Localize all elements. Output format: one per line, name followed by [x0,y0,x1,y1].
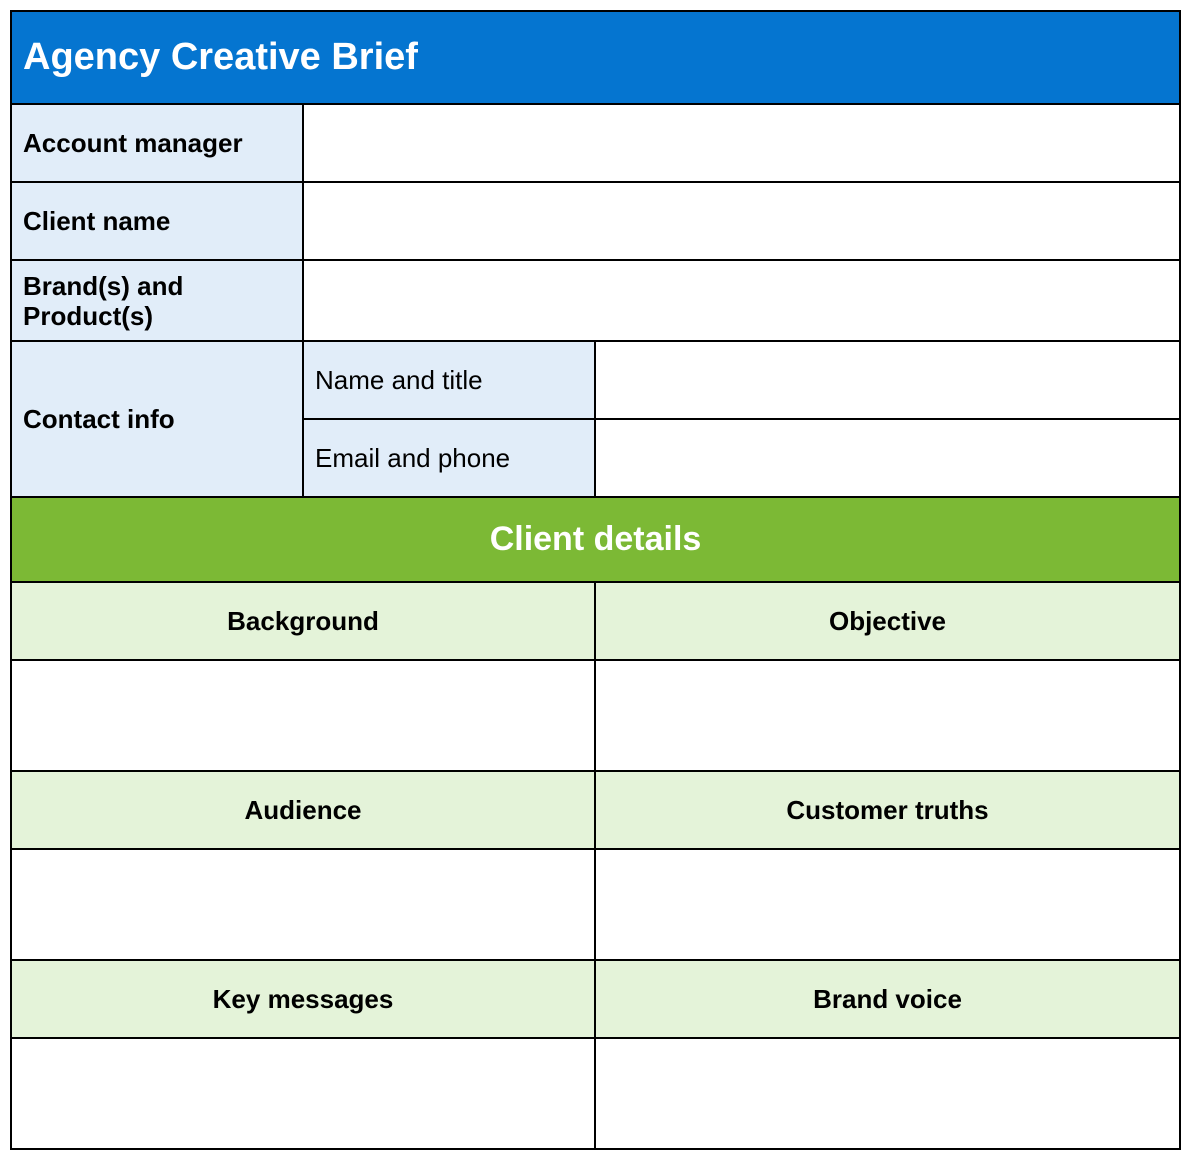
email-phone-value-cell[interactable] [595,419,1180,497]
email-phone-label: Email and phone [303,419,595,497]
brands-products-label: Brand(s) and Product(s) [11,260,303,341]
brands-products-value-cell[interactable] [303,260,1180,341]
key-messages-header: Key messages [11,960,595,1038]
name-title-value-cell[interactable] [595,341,1180,419]
brand-voice-value-cell[interactable] [595,1038,1180,1149]
name-title-label: Name and title [303,341,595,419]
creative-brief-table [10,10,1181,1150]
audience-header: Audience [11,771,595,849]
account-manager-label: Account manager [11,104,303,182]
objective-value-cell[interactable] [595,660,1180,771]
client-name-label: Client name [11,182,303,260]
client-name-value-cell[interactable] [303,182,1180,260]
page-title: Agency Creative Brief [11,11,1180,104]
account-manager-value-cell[interactable] [303,104,1180,182]
client-details-section-title: Client details [11,497,1180,582]
key-messages-value-cell[interactable] [11,1038,595,1149]
customer-truths-value-cell[interactable] [595,849,1180,960]
contact-info-label: Contact info [11,341,303,497]
objective-header: Objective [595,582,1180,660]
brand-voice-header: Brand voice [595,960,1180,1038]
customer-truths-header: Customer truths [595,771,1180,849]
background-header: Background [11,582,595,660]
audience-value-cell[interactable] [11,849,595,960]
background-value-cell[interactable] [11,660,595,771]
